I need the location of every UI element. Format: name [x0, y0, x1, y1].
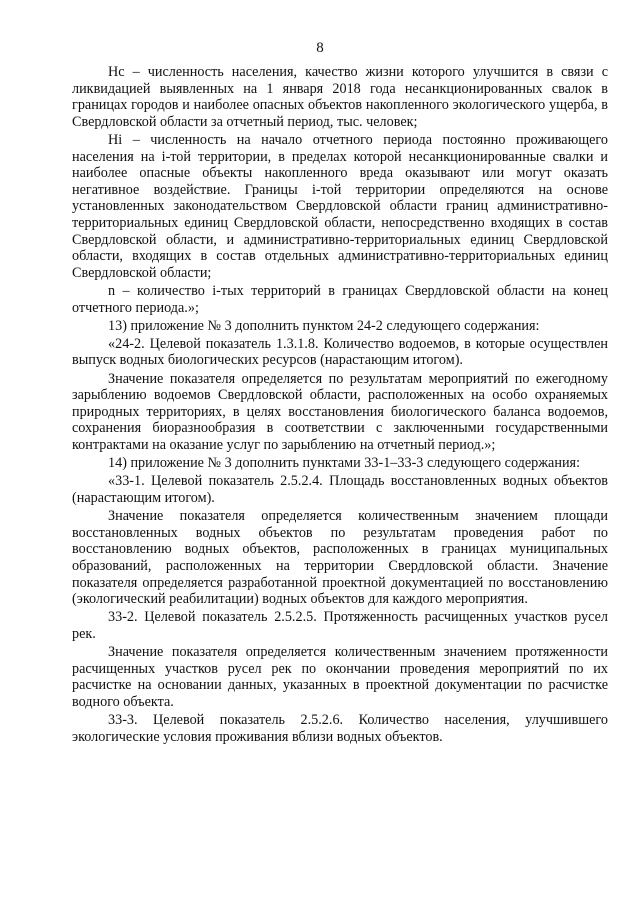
paragraph-33-2-value: Значение показателя определяется количественным значением протяженности расчищенных участков русел рек по окончании проведения мероприятий по их расчистке на основании данных, указанных в проектной документации по расчистке водного объекта.: [72, 644, 608, 710]
paragraph-n-definition: n – количество i-тых территорий в границах Свердловской области на конец отчетного периода.»;: [72, 282, 608, 316]
paragraph-33-1: «33-1. Целевой показатель 2.5.2.4. Площадь восстановленных водных объектов (нарастающим итогом).: [72, 473, 608, 506]
paragraph-33-2: 33-2. Целевой показатель 2.5.2.5. Протяженность расчищенных участков русел рек.: [72, 609, 608, 642]
document-body: [72, 64, 608, 745]
page-number: 8: [316, 40, 324, 56]
paragraph-item-13: 13) приложение № 3 дополнить пунктом 24-2 следующего содержания:: [108, 317, 540, 334]
paragraph-ni-definition: Нi – численность на начало отчетного периода постоянно проживающего населения на i-той территории, в пределах которой несанкционированные свалки и наиболее опасные объекты накопленного вреда оказывают или могут оказать негативное воздействие. Границы i-той территории определяются на основе установленных законодательством Свердловской области границ административно-территориальных единиц Свердловской области, непосредственно входящих в состав Свердловской области, и административно-территориальных единиц Свердловской области, входящих в состав отдельных административно-территориальных единиц Свердловской области;: [72, 131, 608, 281]
paragraph-item-14: 14) приложение № 3 дополнить пунктами 33-1–33-3 следующего содержания:: [108, 455, 581, 472]
paragraph-33-3: 33-3. Целевой показатель 2.5.2.6. Количество населения, улучшившего экологические условия проживания вблизи водных объектов.: [72, 712, 608, 745]
paragraph-24-2-value: Значение показателя определяется по результатам мероприятий по ежегодному зарыблению водоемов Свердловской области, расположенных на особо охраняемых природных территориях, в целях восстановления биологического баланса водоемов, сохранения биоразнообразия в соответствии с заключенными государственными контрактами на оказание услуг по зарыблению на отчетный период.»;: [72, 370, 608, 454]
paragraph-33-1-value: Значение показателя определяется количественным значением площади восстановленных водных объектов по результатам проведения работ по восстановлению водных объектов, расположенных в границах муниципальных образований, расположенных на территории Свердловской области. Значение показателя определяется разработанной проектной документацией по восстановлению (экологический реабилитации) водных объектов для каждого мероприятия.: [72, 508, 608, 608]
paragraph-24-2: «24-2. Целевой показатель 1.3.1.8. Количество водоемов, в которые осуществлен выпуск водных биологических ресурсов (нарастающим итогом).: [72, 335, 608, 369]
paragraph-nc-definition: Нс – численность населения, качество жизни которого улучшится в связи с ликвидацией выявленных на 1 января 2018 года несанкционированных свалок в границах городов и наиболее опасных объектов накопленного экологического ущерба, в Свердловской области за отчетный период, тыс. человек;: [72, 64, 608, 130]
